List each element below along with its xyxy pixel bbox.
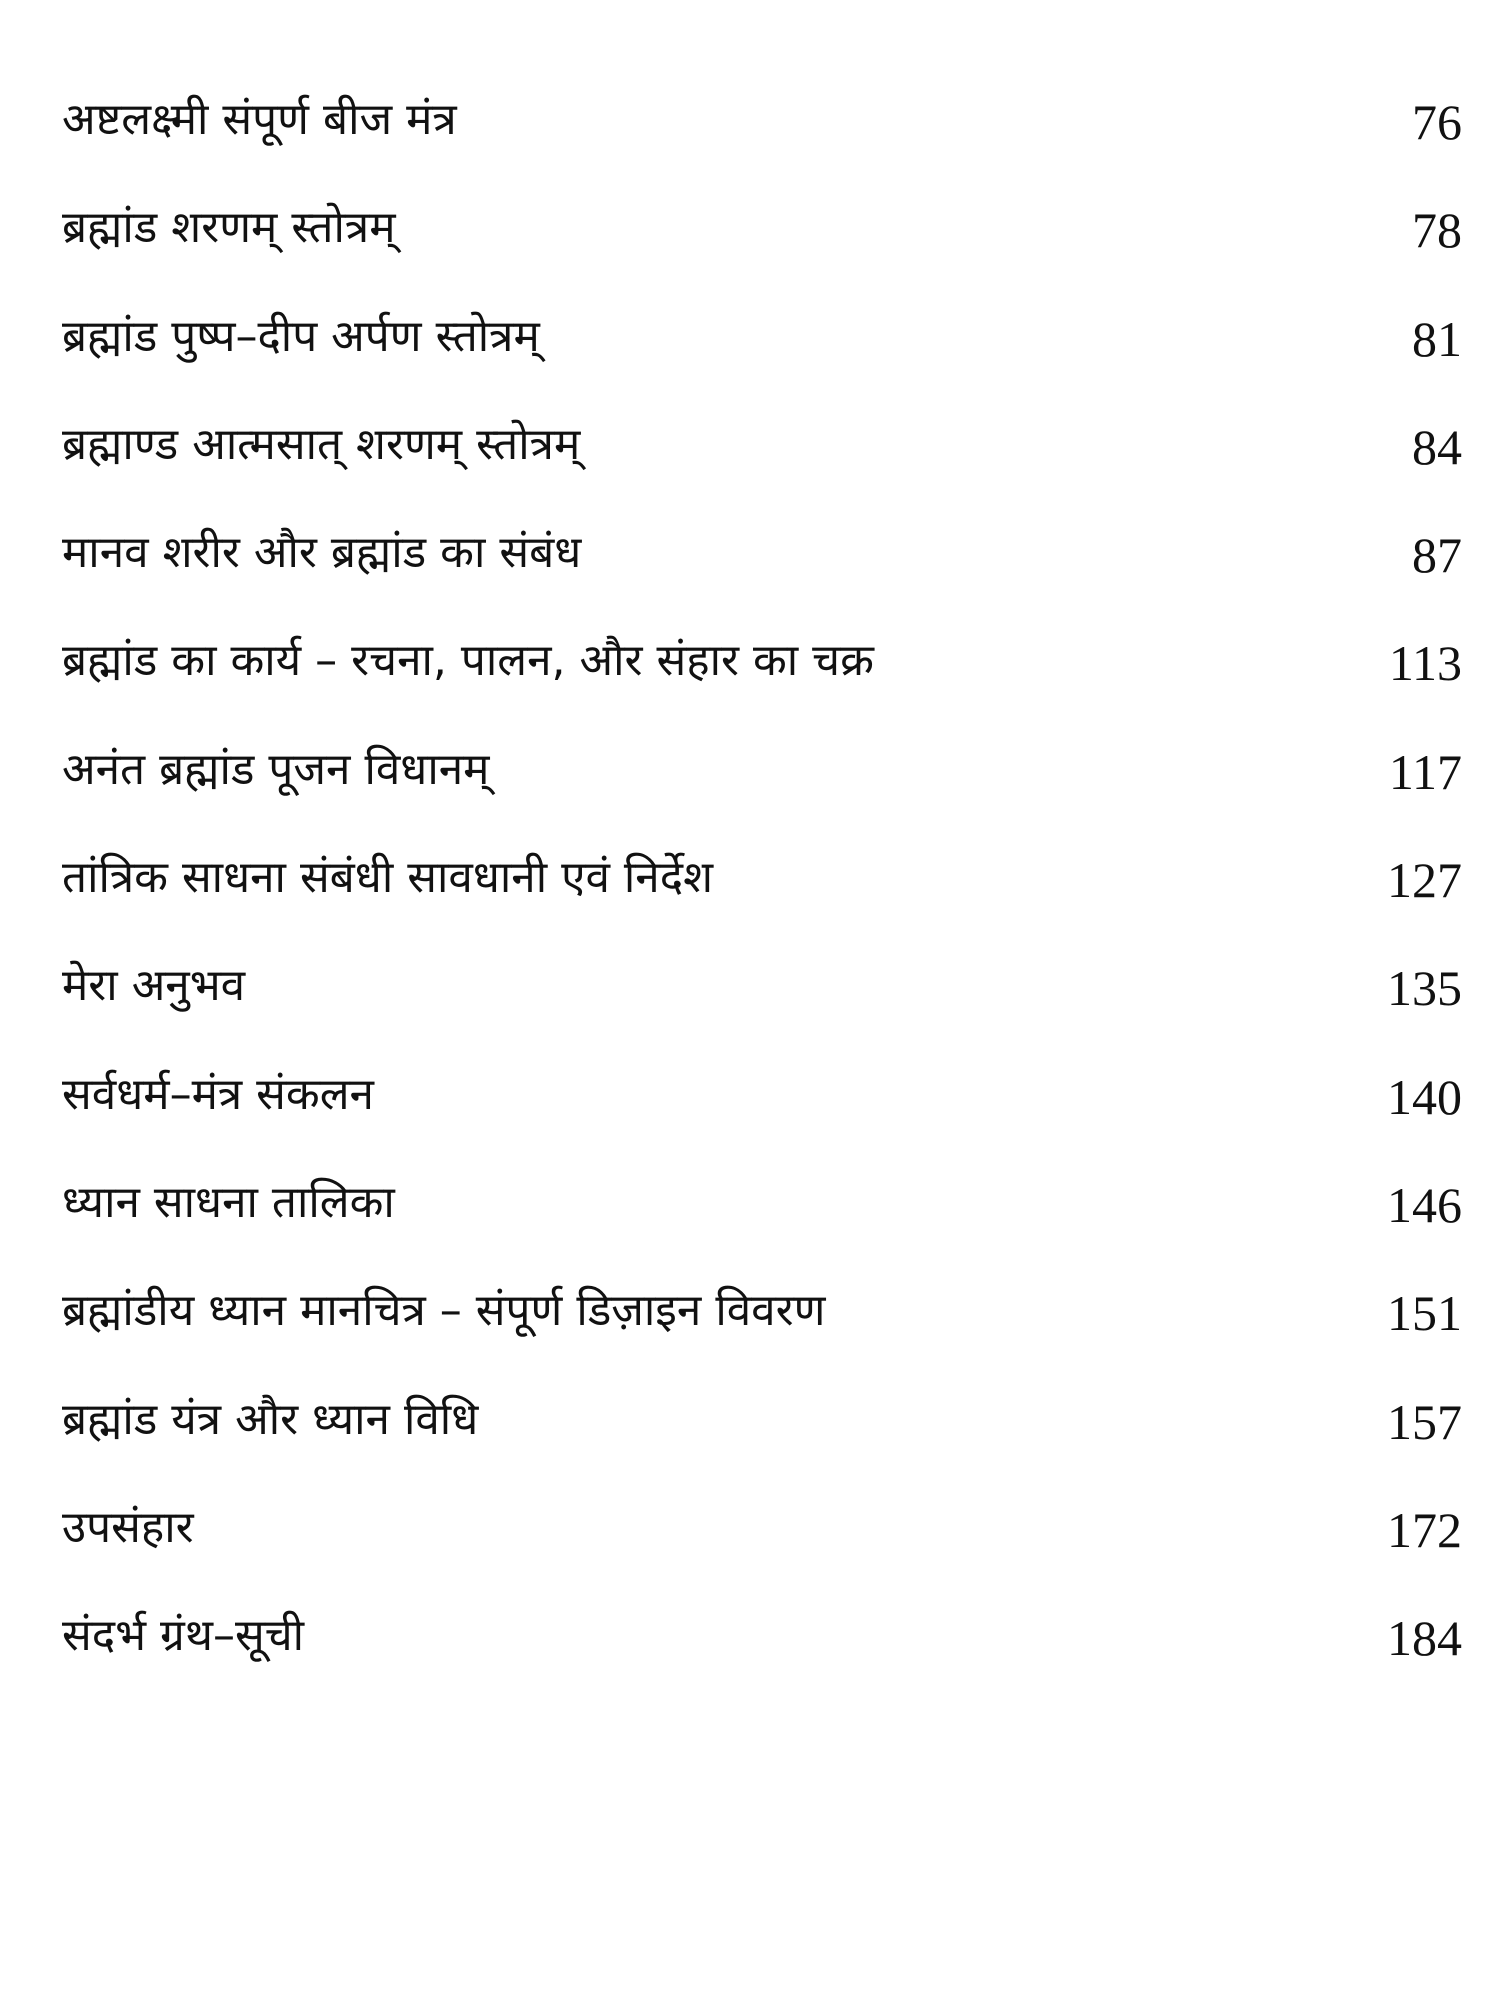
toc-entry-page: 172 [1387, 1501, 1462, 1558]
toc-entry [62, 1500, 1462, 1608]
toc-entry [62, 958, 1462, 1066]
toc-entry [62, 525, 1462, 633]
toc-entry-title: ब्रह्मांड यंत्र और ध्यान विधि [62, 1393, 479, 1445]
toc-entry-title: ब्रह्मांड का कार्य – रचना, पालन, और संहार का चक्र [62, 635, 874, 687]
toc-entry-title: सर्वधर्म–मंत्र संकलन [62, 1068, 374, 1120]
toc-entry-page: 117 [1388, 743, 1462, 800]
toc-entry [62, 850, 1462, 958]
toc-entry [62, 92, 1462, 200]
toc-entry [62, 1067, 1462, 1175]
table-of-contents [62, 92, 1462, 1716]
toc-entry-page: 78 [1412, 202, 1462, 259]
toc-entry-page: 157 [1387, 1393, 1462, 1450]
toc-entry-title: संदर्भ ग्रंथ–सूची [62, 1610, 305, 1662]
toc-entry-title: उपसंहार [62, 1501, 194, 1553]
toc-entry-title: मानव शरीर और ब्रह्मांड का संबंध [62, 527, 582, 579]
toc-entry [62, 309, 1462, 417]
toc-entry-title: ब्रह्मांड पुष्प–दीप अर्पण स्तोत्रम् [62, 310, 540, 362]
toc-entry-page: 87 [1412, 527, 1462, 584]
toc-entry-title: मेरा अनुभव [62, 960, 246, 1012]
toc-entry [62, 633, 1462, 741]
toc-entry-page: 113 [1388, 635, 1462, 692]
toc-entry-page: 146 [1387, 1176, 1462, 1233]
toc-entry [62, 200, 1462, 308]
toc-entry-page: 140 [1387, 1068, 1462, 1125]
toc-entry-page: 135 [1387, 960, 1462, 1017]
toc-entry-page: 127 [1387, 852, 1462, 909]
toc-entry-title: ब्रह्मांडीय ध्यान मानचित्र – संपूर्ण डिज़ाइन विवरण [62, 1285, 826, 1337]
toc-entry [62, 742, 1462, 850]
toc-entry [62, 1175, 1462, 1283]
toc-entry-title: ध्यान साधना तालिका [62, 1176, 395, 1228]
toc-entry-page: 81 [1412, 310, 1462, 367]
toc-entry-title: ब्रह्माण्ड आत्मसात् शरणम् स्तोत्रम् [62, 418, 581, 470]
toc-entry [62, 1283, 1462, 1391]
toc-entry-page: 151 [1387, 1285, 1462, 1342]
toc-entry [62, 1608, 1462, 1716]
toc-entry-title: तांत्रिक साधना संबंधी सावधानी एवं निर्देश [62, 852, 713, 904]
toc-entry [62, 417, 1462, 525]
toc-entry-page: 84 [1412, 418, 1462, 475]
toc-entry-page: 76 [1412, 94, 1462, 150]
toc-entry-title: अनंत ब्रह्मांड पूजन विधानम् [62, 743, 490, 795]
toc-entry-title: ब्रह्मांड शरणम् स्तोत्रम् [62, 202, 396, 254]
toc-entry-page: 184 [1387, 1610, 1462, 1667]
toc-entry [62, 1392, 1462, 1500]
toc-entry-title: अष्टलक्ष्मी संपूर्ण बीज मंत्र [62, 94, 457, 145]
